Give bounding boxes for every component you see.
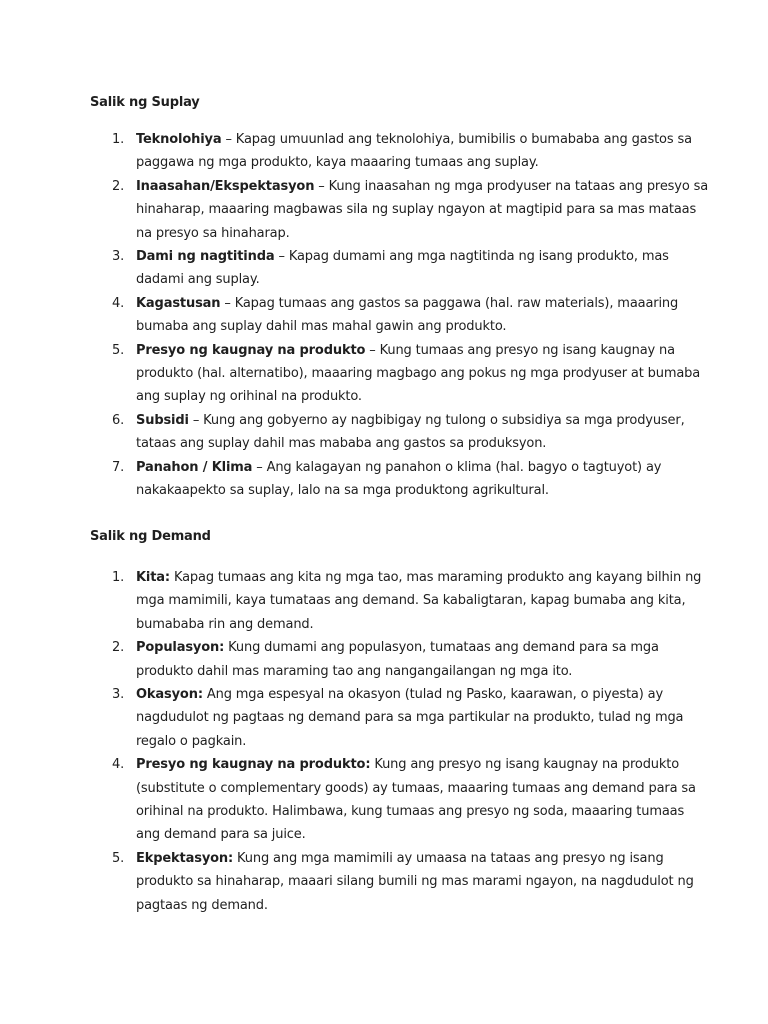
item-term: Subsidi bbox=[136, 412, 189, 428]
item-number: 1. bbox=[112, 132, 125, 147]
item-number: 4. bbox=[112, 295, 125, 311]
item-number: 2. bbox=[112, 640, 125, 656]
item-number: 3. bbox=[112, 249, 125, 265]
item-text: – Ang kalagayan ng panahon o klima (hal. bagyo o tagtuyot) ay nakakaapekto sa suplay, lalo na sa mga produktong agrikultural. bbox=[136, 459, 662, 499]
item-term: Populasyon: bbox=[136, 640, 225, 656]
item-text: Kung dumami ang populasyon, tumataas ang demand para sa mga produkto dahil mas maraming tao ang nangangailangan ng mga ito. bbox=[136, 640, 659, 679]
item-number: 2. bbox=[112, 178, 125, 194]
item-term: Panahon / Klima bbox=[136, 459, 253, 475]
item-term: Presyo ng kaugnay na produkto bbox=[136, 342, 366, 358]
item-number: 7. bbox=[112, 459, 125, 475]
demand-factor-list bbox=[112, 566, 712, 917]
item-number: 1. bbox=[112, 570, 125, 585]
item-term: Dami ng nagtitinda bbox=[136, 249, 275, 265]
item-text: – Kapag dumami ang mga nagtitinda ng isang produkto, mas dadami ang suplay. bbox=[136, 249, 669, 288]
item-text: – Kung tumaas ang presyo ng isang kaugnay na produkto (hal. alternatibo), maaaring magbago ang pokus ng mga prodyuser at bumaba ang suplay ng orihinal na produkto. bbox=[136, 342, 701, 405]
list-item bbox=[112, 847, 712, 917]
item-text: – Kung ang gobyerno ay nagbibigay ng tulong o subsidiya sa mga prodyuser, tataas ang suplay dahil mas mababa ang gastos sa produksyon. bbox=[136, 412, 685, 452]
list-item bbox=[112, 636, 712, 683]
item-term: Okasyon: bbox=[136, 687, 203, 703]
item-term: Ekpektasyon: bbox=[136, 850, 234, 866]
item-text: – Kapag umuunlad ang teknolohiya, bumibilis o bumababa ang gastos sa paggawa ng mga produkto, kaya maaaring tumaas ang suplay. bbox=[136, 132, 692, 171]
item-term: Kagastusan bbox=[136, 295, 221, 311]
item-number: 6. bbox=[112, 412, 125, 428]
section-title-supply: Salik ng Suplay bbox=[90, 95, 200, 110]
list-item bbox=[112, 409, 712, 456]
item-number: 3. bbox=[112, 687, 125, 703]
list-item bbox=[112, 128, 712, 175]
item-text: Kapag tumaas ang kita ng mga tao, mas maraming produkto ang kayang bilhin ng mga mamimili, kaya tumataas ang demand. Sa kabaligtaran, kapag bumaba ang kita, bumababa rin ang demand. bbox=[136, 570, 702, 632]
item-term: Kita: bbox=[136, 570, 170, 585]
list-item bbox=[112, 456, 712, 503]
list-item bbox=[112, 566, 712, 636]
item-term: Teknolohiya bbox=[136, 132, 222, 147]
list-item bbox=[112, 292, 712, 339]
item-text: – Kapag tumaas ang gastos sa paggawa (hal. raw materials), maaaring bumaba ang suplay dahil mas mahal gawin ang produkto. bbox=[136, 295, 679, 335]
list-item bbox=[112, 245, 712, 292]
list-item bbox=[112, 175, 712, 245]
item-text: – Kung inaasahan ng mga prodyuser na tataas ang presyo sa hinaharap, maaaring magbawas sila ng suplay ngayon at magtipid para sa mas mataas na presyo sa hinaharap. bbox=[136, 178, 709, 241]
item-number: 5. bbox=[112, 342, 125, 358]
list-item bbox=[112, 753, 712, 847]
section-title-demand: Salik ng Demand bbox=[90, 529, 211, 544]
item-number: 4. bbox=[112, 757, 125, 773]
item-text: Kung ang presyo ng isang kaugnay na produkto (substitute o complementary goods) ay tumaas, maaaring tumaas ang demand para sa orihinal na produkto. Halimbawa, kung tumaas ang presyo ng soda, maaaring tumaas ang demand para sa juice. bbox=[136, 757, 696, 843]
list-item bbox=[112, 683, 712, 753]
item-term: Presyo ng kaugnay na produkto: bbox=[136, 757, 371, 773]
item-text: Kung ang mga mamimili ay umaasa na tataas ang presyo ng isang produkto sa hinaharap, maaari silang bumili ng mas marami ngayon, na nagdudulot ng pagtaas ng demand. bbox=[136, 850, 694, 913]
supply-factor-list bbox=[112, 128, 712, 503]
list-item bbox=[112, 339, 712, 409]
item-text: Ang mga espesyal na okasyon (tulad ng Pasko, kaarawan, o piyesta) ay nagdudulot ng pagtaas ng demand para sa mga partikular na produkto, tulad ng mga regalo o pagkain. bbox=[136, 687, 684, 749]
item-term: Inaasahan/Ekspektasyon bbox=[136, 178, 315, 194]
item-number: 5. bbox=[112, 850, 125, 866]
